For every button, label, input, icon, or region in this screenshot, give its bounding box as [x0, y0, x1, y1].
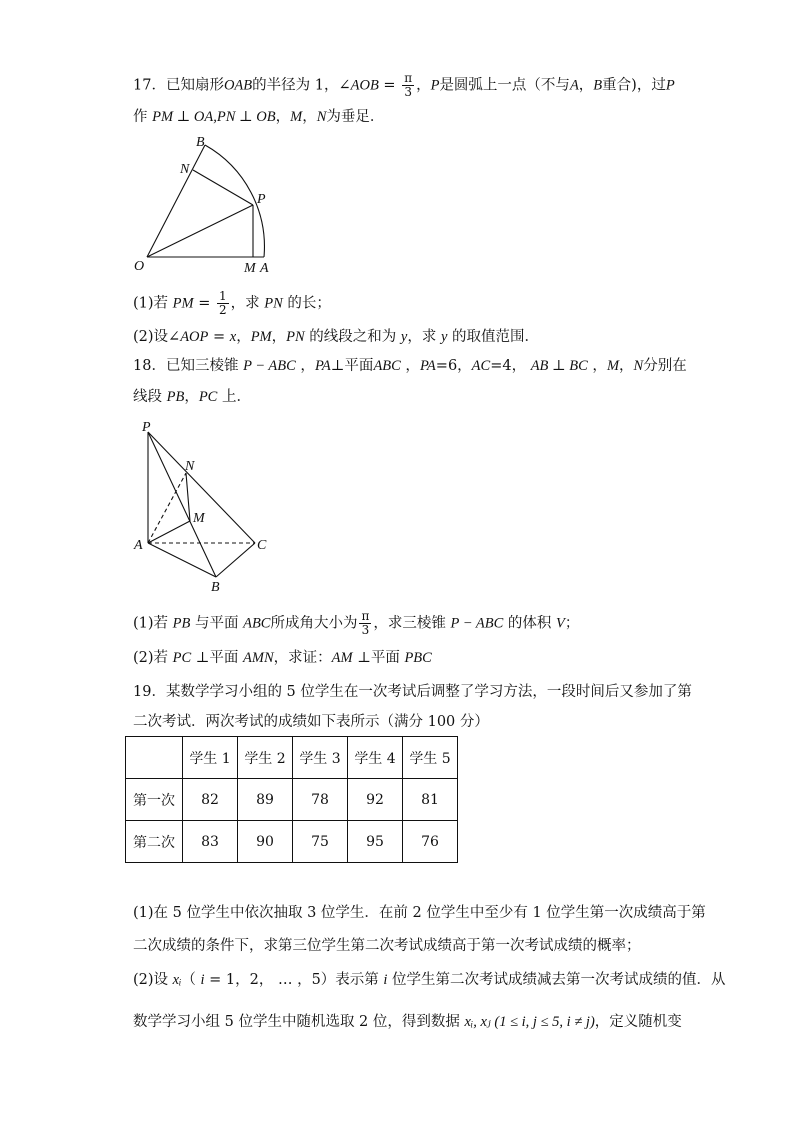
- q17-line1: 17．已知扇形OAB的半径为 1，∠AOB = $\frac{\pi}{3}$ ，P是圆弧上一点（不与A，B重合)，过P: [133, 71, 675, 99]
- table-cell: 90: [238, 821, 293, 863]
- segment-pn: [193, 170, 253, 205]
- q17-part2: (2)设∠AOP = x，PM，PN 的线段之和为 y，求 y 的取值范围．: [133, 329, 539, 345]
- q18-line2: 线段 PB，PC 上．: [133, 389, 251, 405]
- edge-pc: [148, 432, 255, 543]
- segment-am: [148, 521, 190, 543]
- scores-table: [125, 736, 458, 863]
- table-cell: 95: [348, 821, 403, 863]
- q18-part1: (1)若 PB 与平面 ABC所成角大小为 $\frac{\pi}{3}$ ，求三棱锥 P − ABC 的体积 V；: [133, 609, 580, 637]
- label-m: M: [193, 511, 205, 526]
- q19-part2-line2: 数学学习小组 5 位学生中随机选取 2 位，得到数据 xᵢ, xⱼ (1 ≤ i, j ≤ 5, i ≠ j)，定义随机变: [133, 1014, 682, 1030]
- label-a: A: [260, 261, 269, 276]
- q19-part1-line1: (1)在 5 位学生中依次抽取 3 位学生．在前 2 位学生中至少有 1 位学生第一次成绩高于第: [133, 905, 706, 921]
- q19-line1: 19．某数学学习小组的 5 位学生在一次考试后调整了学习方法，一段时间后又参加了第: [133, 684, 692, 700]
- q17-line2: 作 PM ⊥ OA,PN ⊥ OB，M，N为垂足．: [133, 109, 385, 125]
- row-label: 第二次: [126, 821, 183, 863]
- table-row: [126, 779, 458, 821]
- q19-part1-line2: 二次成绩的条件下，求第三位学生第二次考试成绩高于第一次考试成绩的概率；: [133, 938, 641, 954]
- fraction-pi-over-3: $\frac{\pi}{3}$: [404, 71, 413, 99]
- q18-line1: 18．已知三棱锥 P − ABC ，PA⊥平面ABC ，PA=6，AC=4， AB ⊥ BC ，M，N分别在: [133, 358, 687, 374]
- fraction-one-half: $\frac{1}{2}$: [218, 289, 227, 317]
- q17-part1: (1)若 PM = $\frac{1}{2}$ ，求 PN 的长；: [133, 289, 331, 317]
- table-cell: 76: [403, 821, 458, 863]
- segment-op: [147, 205, 253, 257]
- table-header-cell: 学生 5: [403, 737, 458, 779]
- q18-part2: (2)若 PC ⊥平面 AMN，求证：AM ⊥平面 PBC: [133, 650, 432, 666]
- table-cell: 82: [183, 779, 238, 821]
- table-cell: 75: [293, 821, 348, 863]
- table-cell: 89: [238, 779, 293, 821]
- sector-figure: [125, 130, 295, 280]
- row-label: 第一次: [126, 779, 183, 821]
- label-n: N: [185, 459, 195, 474]
- edge-pb: [148, 432, 216, 577]
- label-b: B: [196, 135, 205, 150]
- pyramid-figure: [128, 417, 278, 595]
- label-n: N: [180, 162, 190, 177]
- label-m: M: [244, 261, 256, 276]
- table-header-cell: 学生 2: [238, 737, 293, 779]
- q19-line2: 二次考试．两次考试的成绩如下表所示（满分 100 分）: [133, 714, 489, 730]
- label-p: P: [142, 420, 151, 435]
- table-cell: 78: [293, 779, 348, 821]
- table-cell: 92: [348, 779, 403, 821]
- table-cell: 83: [183, 821, 238, 863]
- label-b: B: [211, 580, 220, 595]
- table-header-cell: [126, 737, 183, 779]
- table-header-cell: 学生 4: [348, 737, 403, 779]
- q19-part2-line1: (2)设 xᵢ（ i = 1，2， … ，5）表示第 i 位学生第二次考试成绩减去第一次考试成绩的值．从: [133, 972, 726, 988]
- label-o: O: [134, 259, 145, 274]
- edge-bc: [216, 543, 255, 577]
- sector-arc: [205, 145, 264, 257]
- label-c: C: [257, 538, 267, 553]
- fraction-pi-over-3: $\frac{\pi}{3}$: [361, 609, 370, 637]
- label-a: A: [134, 538, 143, 553]
- table-header-cell: 学生 1: [183, 737, 238, 779]
- table-row: [126, 821, 458, 863]
- label-p: P: [257, 192, 266, 207]
- table-header-row: [126, 737, 458, 779]
- table-header-cell: 学生 3: [293, 737, 348, 779]
- table-cell: 81: [403, 779, 458, 821]
- segment-ob: [147, 145, 205, 257]
- edge-ab: [148, 543, 216, 577]
